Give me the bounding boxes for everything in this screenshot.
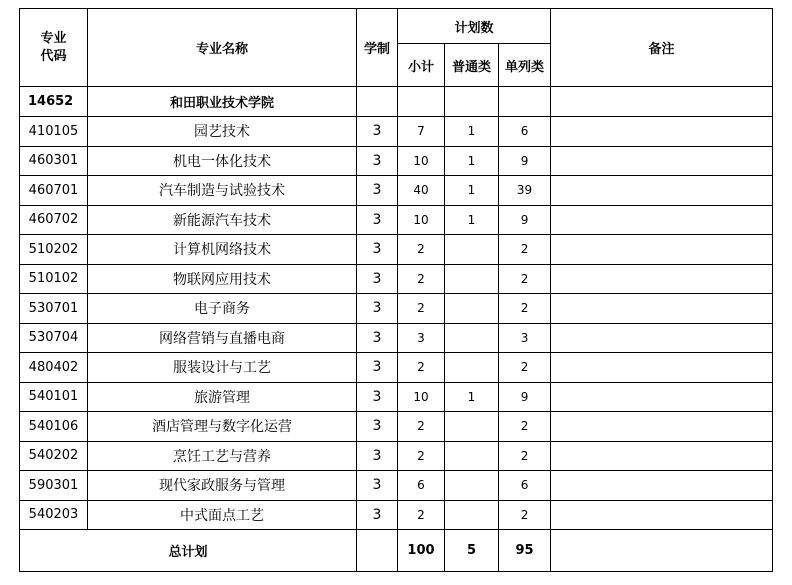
major-code: 590301 (20, 471, 88, 501)
major-general: 1 (445, 176, 499, 206)
major-separate: 2 (499, 441, 551, 471)
major-notes (551, 353, 773, 383)
table-row (20, 146, 773, 176)
major-general: 1 (445, 205, 499, 235)
major-notes (551, 441, 773, 471)
major-name: 现代家政服务与管理 (88, 471, 357, 501)
table-row (20, 412, 773, 442)
enrollment-plan-table (19, 8, 773, 572)
major-general (445, 323, 499, 353)
major-code: 510202 (20, 235, 88, 265)
major-separate: 9 (499, 382, 551, 412)
major-code: 540106 (20, 412, 88, 442)
major-subtotal: 2 (398, 353, 445, 383)
major-general (445, 412, 499, 442)
major-years: 3 (357, 441, 398, 471)
major-code: 530704 (20, 323, 88, 353)
total-row (20, 530, 773, 572)
major-subtotal: 2 (398, 235, 445, 265)
header-name: 专业名称 (88, 9, 357, 87)
major-name: 机电一体化技术 (88, 146, 357, 176)
major-general (445, 471, 499, 501)
major-code: 460701 (20, 176, 88, 206)
major-name: 中式面点工艺 (88, 500, 357, 530)
major-separate: 2 (499, 294, 551, 324)
major-name: 电子商务 (88, 294, 357, 324)
total-label: 总计划 (20, 530, 357, 572)
table-row (20, 176, 773, 206)
major-code: 410105 (20, 117, 88, 147)
header-years: 学制 (357, 9, 398, 87)
major-name: 计算机网络技术 (88, 235, 357, 265)
major-subtotal: 40 (398, 176, 445, 206)
major-subtotal: 10 (398, 205, 445, 235)
major-name: 物联网应用技术 (88, 264, 357, 294)
total-years (357, 530, 398, 572)
major-separate: 3 (499, 323, 551, 353)
major-subtotal: 2 (398, 294, 445, 324)
major-years: 3 (357, 412, 398, 442)
major-years: 3 (357, 471, 398, 501)
table-row (20, 117, 773, 147)
major-name: 网络营销与直播电商 (88, 323, 357, 353)
major-subtotal: 2 (398, 412, 445, 442)
school-notes (551, 87, 773, 117)
major-general (445, 353, 499, 383)
header-separate: 单列类 (499, 44, 551, 87)
major-subtotal: 10 (398, 146, 445, 176)
major-separate: 2 (499, 264, 551, 294)
major-notes (551, 117, 773, 147)
major-subtotal: 2 (398, 500, 445, 530)
major-general (445, 441, 499, 471)
major-name: 汽车制造与试验技术 (88, 176, 357, 206)
total-separate: 95 (499, 530, 551, 572)
major-notes (551, 205, 773, 235)
major-name: 服装设计与工艺 (88, 353, 357, 383)
major-separate: 6 (499, 471, 551, 501)
major-separate: 9 (499, 205, 551, 235)
header-notes: 备注 (551, 9, 773, 87)
school-name: 和田职业技术学院 (88, 87, 357, 117)
major-years: 3 (357, 176, 398, 206)
major-notes (551, 235, 773, 265)
table-row (20, 353, 773, 383)
major-general (445, 264, 499, 294)
major-general: 1 (445, 117, 499, 147)
major-code: 530701 (20, 294, 88, 324)
major-years: 3 (357, 382, 398, 412)
major-name: 烹饪工艺与营养 (88, 441, 357, 471)
major-notes (551, 500, 773, 530)
major-code: 480402 (20, 353, 88, 383)
major-general: 1 (445, 382, 499, 412)
major-subtotal: 2 (398, 441, 445, 471)
major-separate: 2 (499, 235, 551, 265)
school-separate (499, 87, 551, 117)
major-subtotal: 7 (398, 117, 445, 147)
table-row (20, 235, 773, 265)
major-years: 3 (357, 117, 398, 147)
header-plan: 计划数 (398, 9, 551, 44)
major-code: 540203 (20, 500, 88, 530)
major-general (445, 294, 499, 324)
major-subtotal: 3 (398, 323, 445, 353)
major-code: 510102 (20, 264, 88, 294)
table-row (20, 471, 773, 501)
major-separate: 6 (499, 117, 551, 147)
header-general: 普通类 (445, 44, 499, 87)
table-row (20, 500, 773, 530)
major-years: 3 (357, 146, 398, 176)
major-code: 460702 (20, 205, 88, 235)
total-subtotal: 100 (398, 530, 445, 572)
major-notes (551, 382, 773, 412)
school-row (20, 87, 773, 117)
major-years: 3 (357, 500, 398, 530)
major-code: 540101 (20, 382, 88, 412)
major-notes (551, 323, 773, 353)
major-years: 3 (357, 264, 398, 294)
school-code: 14652 (20, 87, 88, 117)
table-row (20, 205, 773, 235)
major-years: 3 (357, 323, 398, 353)
total-general: 5 (445, 530, 499, 572)
major-general (445, 500, 499, 530)
major-years: 3 (357, 294, 398, 324)
major-code: 540202 (20, 441, 88, 471)
major-notes (551, 264, 773, 294)
header-code: 专业 代码 (20, 9, 88, 87)
major-subtotal: 6 (398, 471, 445, 501)
major-subtotal: 2 (398, 264, 445, 294)
major-name: 园艺技术 (88, 117, 357, 147)
table-row (20, 323, 773, 353)
table-row (20, 441, 773, 471)
major-code: 460301 (20, 146, 88, 176)
major-name: 酒店管理与数字化运营 (88, 412, 357, 442)
table-row (20, 382, 773, 412)
school-years (357, 87, 398, 117)
school-general (445, 87, 499, 117)
major-separate: 39 (499, 176, 551, 206)
major-notes (551, 412, 773, 442)
major-separate: 2 (499, 412, 551, 442)
major-notes (551, 146, 773, 176)
table-row (20, 264, 773, 294)
major-name: 旅游管理 (88, 382, 357, 412)
major-notes (551, 294, 773, 324)
major-subtotal: 10 (398, 382, 445, 412)
major-separate: 2 (499, 500, 551, 530)
major-notes (551, 176, 773, 206)
major-separate: 9 (499, 146, 551, 176)
major-general (445, 235, 499, 265)
school-subtotal (398, 87, 445, 117)
major-notes (551, 471, 773, 501)
table-row (20, 294, 773, 324)
major-separate: 2 (499, 353, 551, 383)
major-general: 1 (445, 146, 499, 176)
total-notes (551, 530, 773, 572)
major-years: 3 (357, 235, 398, 265)
header-subtotal: 小计 (398, 44, 445, 87)
major-years: 3 (357, 205, 398, 235)
major-name: 新能源汽车技术 (88, 205, 357, 235)
major-years: 3 (357, 353, 398, 383)
